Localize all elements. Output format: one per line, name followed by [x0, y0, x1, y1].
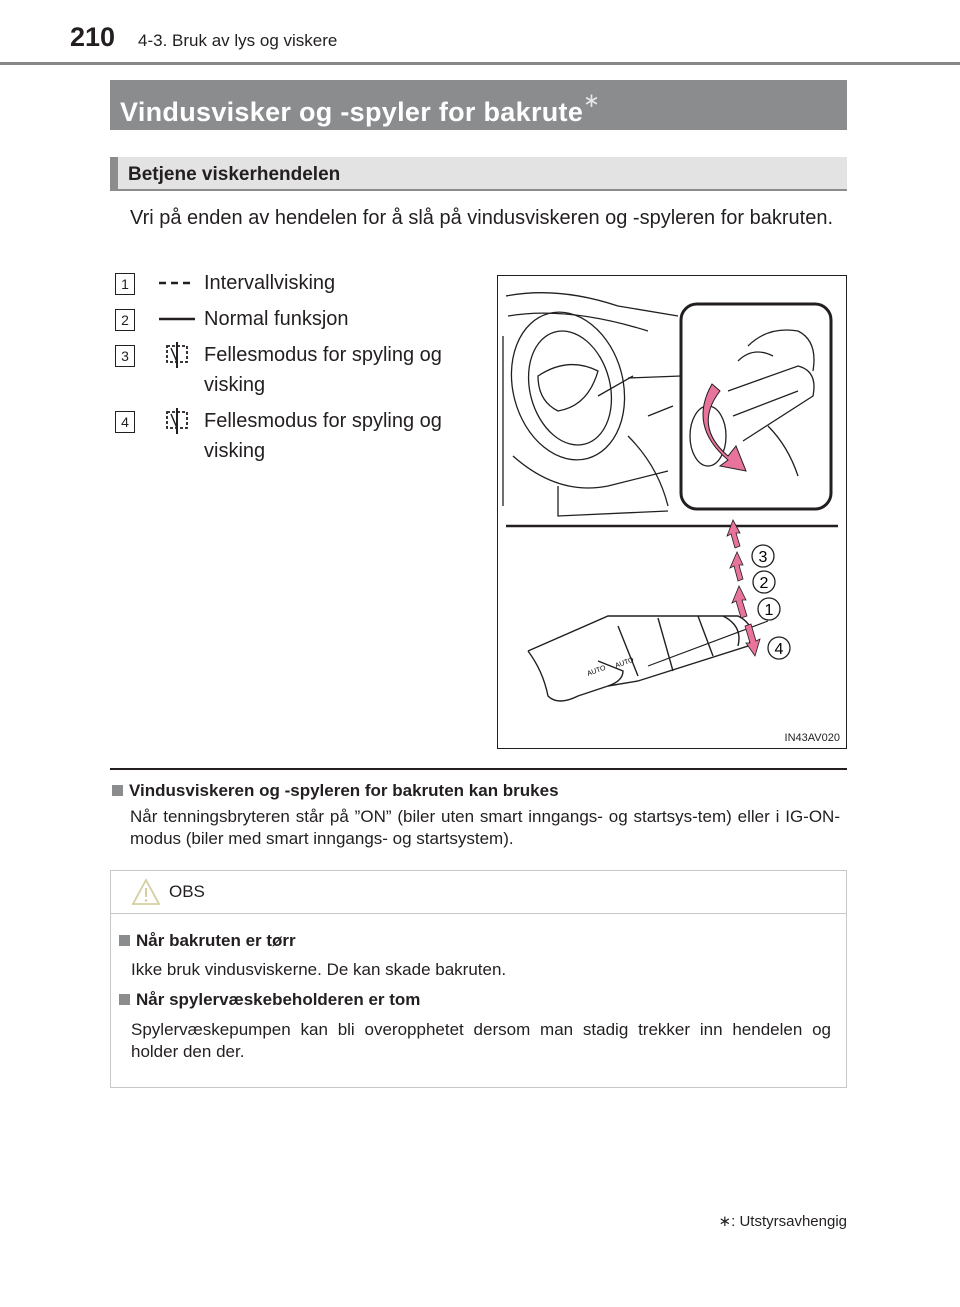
page-number: 210	[70, 22, 116, 52]
callout-number: 1	[764, 602, 774, 619]
caution-box	[110, 870, 847, 1088]
bullet-square-icon	[119, 994, 130, 1005]
section-title-text: Vindusvisker og -spyler for bakrute	[120, 97, 584, 127]
dashboard-sketch	[498, 293, 678, 516]
legend-item	[115, 268, 490, 304]
footnote	[719, 1212, 847, 1230]
callout-4	[768, 637, 790, 659]
legend-item	[115, 406, 490, 472]
caution-item-title	[119, 990, 420, 1010]
legend-number: 3	[115, 345, 135, 367]
callout-number: 2	[759, 575, 769, 592]
arrow-up-icon	[730, 552, 743, 581]
wiper-lever-illustration	[497, 275, 847, 749]
caution-item-title	[119, 931, 296, 951]
rear-washer-icon	[157, 340, 197, 370]
callout-1	[758, 598, 780, 620]
note-heading	[112, 781, 559, 801]
solid-line-icon	[157, 304, 197, 334]
section-title	[110, 80, 847, 130]
legend-number: 1	[115, 273, 135, 295]
caution-label: OBS	[169, 882, 205, 901]
legend-text: Normal funksjon	[204, 308, 349, 330]
intro-text: Vri på enden av hendelen for å slå på vindusviskeren og -spyleren for bakruten.	[130, 207, 834, 229]
arrow-up-icon	[727, 520, 740, 548]
bullet-square-icon	[112, 785, 123, 796]
lever-label: AUTO	[586, 664, 607, 678]
legend-text: Intervallvisking	[204, 272, 336, 294]
callout-number: 4	[774, 641, 784, 658]
note-body: Når tenningsbryteren står på ”ON” (biler uten smart inngangs- og startsys-tem) eller i IG-ON-modus (biler med smart inngangs- og startsystem).	[130, 807, 840, 848]
arrow-up-icon	[732, 586, 747, 618]
equipment-marker: ∗	[583, 90, 601, 112]
dashed-line-icon	[157, 268, 197, 298]
legend-text: Fellesmodus for spyling og visking	[204, 410, 442, 462]
legend-number: 2	[115, 309, 135, 331]
lever-label: AUTO	[614, 656, 635, 670]
callout-3	[752, 545, 774, 567]
callout-number: 3	[758, 549, 768, 566]
note-title: Vindusviskeren og -spyleren for bakruten kan brukes	[129, 781, 559, 800]
arrow-down-icon	[745, 624, 760, 656]
bullet-square-icon	[119, 935, 130, 946]
zoom-pointer-line	[628, 376, 681, 378]
wiper-lever-sketch	[528, 616, 751, 701]
caution-title-text: Når spylervæskebeholderen er tom	[136, 990, 421, 1009]
chapter-title: 4-3. Bruk av lys og viskere	[138, 31, 338, 50]
header-rule	[0, 62, 960, 65]
legend-list	[115, 268, 490, 472]
subsection-title: Betjene viskerhendelen	[110, 157, 847, 191]
footnote-text: : Utstyrsavhengig	[731, 1213, 847, 1230]
legend-text: Fellesmodus for spyling og visking	[204, 344, 442, 396]
illustration-code: IN43AV020	[784, 732, 840, 744]
rear-washer-icon	[157, 406, 197, 436]
caution-header	[111, 871, 846, 914]
section-divider	[110, 768, 847, 770]
warning-triangle-icon	[131, 877, 161, 907]
legend-item	[115, 304, 490, 340]
footnote-marker: ∗	[718, 1213, 732, 1230]
legend-number: 4	[115, 411, 135, 433]
caution-item-text: Ikke bruk vindusviskerne. De kan skade bakruten.	[131, 960, 507, 979]
legend-item	[115, 340, 490, 406]
callout-2	[753, 571, 775, 593]
caution-title-text: Når bakruten er tørr	[136, 931, 296, 950]
caution-item-text: Spylervæskepumpen kan bli overopphetet dersom man stadig trekker inn hendelen og holder den der.	[131, 1020, 831, 1061]
illustration-drawing	[498, 276, 846, 748]
